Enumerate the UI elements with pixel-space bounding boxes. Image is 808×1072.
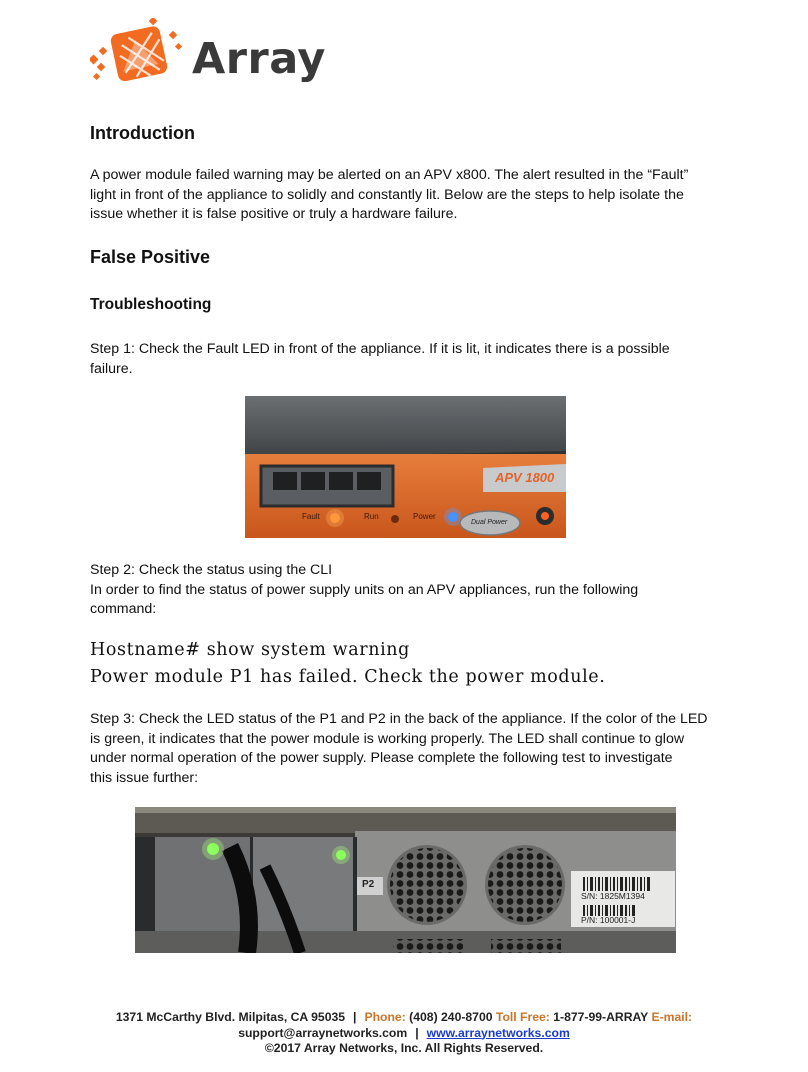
footer-separator: | <box>353 1010 357 1024</box>
text-line: this issue further: <box>90 769 199 786</box>
rear-panel-photo <box>135 807 676 953</box>
array-logo-icon <box>90 18 190 88</box>
text-line: In order to find the status of power supply units on an APV appliances, run the following <box>90 581 639 598</box>
cli-command-line: Hostname# show system warning <box>90 640 410 660</box>
footer-address: 1371 McCarthy Blvd. Milpitas, CA 95035 <box>115 1010 346 1024</box>
text-line: Step 2: Check the status using the CLI <box>90 562 333 578</box>
footer-line-2 <box>0 1026 808 1042</box>
logo-wordmark: Array <box>192 34 326 84</box>
power-label: Power <box>413 512 436 521</box>
cli-result-line: Power module P1 has failed. Check the power module. <box>90 667 606 687</box>
troubleshooting-heading: Troubleshooting <box>90 296 212 313</box>
footer-copyright: ©2017 Array Networks, Inc. All Rights Reserved. <box>264 1041 544 1055</box>
fault-label: Fault <box>302 512 320 521</box>
footer-separator: | <box>415 1025 419 1040</box>
p2-label: P2 <box>362 879 375 890</box>
text-line: command: <box>90 601 157 617</box>
step1-paragraph <box>90 340 730 379</box>
step3-paragraph <box>90 710 730 788</box>
phone-label: Phone: <box>364 1010 406 1024</box>
text-line: A power module failed warning may be alerted on an APV x800. The alert resulted in the “Fault” <box>90 167 689 183</box>
phone-number: (408) 240-8700 <box>409 1010 493 1024</box>
toll-free-label: Toll Free: <box>495 1010 550 1024</box>
text-line: light in front of the appliance to solidly and constantly lit. Below are the steps to help isolate the <box>90 186 684 203</box>
footer-website-link[interactable]: www.arraynetworks.com <box>426 1025 570 1040</box>
text-line: issue whether it is false positive or truly a hardware failure. <box>90 206 458 222</box>
introduction-paragraph <box>90 166 730 225</box>
page-footer <box>0 1010 808 1057</box>
text-line: Step 3: Check the LED status of the P1 and P2 in the back of the appliance. If the color of the LED <box>90 711 708 727</box>
dual-power-button-label: Dual Power <box>471 519 508 526</box>
serial-number-label: S/N: 1825M1394 <box>581 891 645 901</box>
footer-line-1 <box>0 1010 808 1026</box>
false-positive-heading: False Positive <box>90 247 211 267</box>
text-line: under normal operation of the power supply. Please complete the following test to investigate <box>90 750 673 766</box>
email-label: E-mail: <box>651 1010 693 1024</box>
front-panel-photo <box>245 396 566 538</box>
part-number-label: P/N: 100001-J <box>581 915 636 925</box>
introduction-heading: Introduction <box>90 123 195 143</box>
text-line: failure. <box>90 360 133 377</box>
cli-output <box>90 637 605 691</box>
run-label: Run <box>364 512 379 521</box>
text-line: Step 1: Check the Fault LED in front of the appliance. If it is lit, it indicates there is a possible <box>90 341 670 357</box>
step2-paragraph <box>90 561 730 620</box>
text-line: is green, it indicates that the power module is working properly. The LED shall continue to glow <box>90 730 685 747</box>
model-label: APV 1800 <box>495 470 555 485</box>
footer-email[interactable]: support@arraynetworks.com <box>238 1025 408 1040</box>
toll-free-number: 1-877-99-ARRAY <box>553 1010 649 1024</box>
array-logo <box>90 18 326 88</box>
